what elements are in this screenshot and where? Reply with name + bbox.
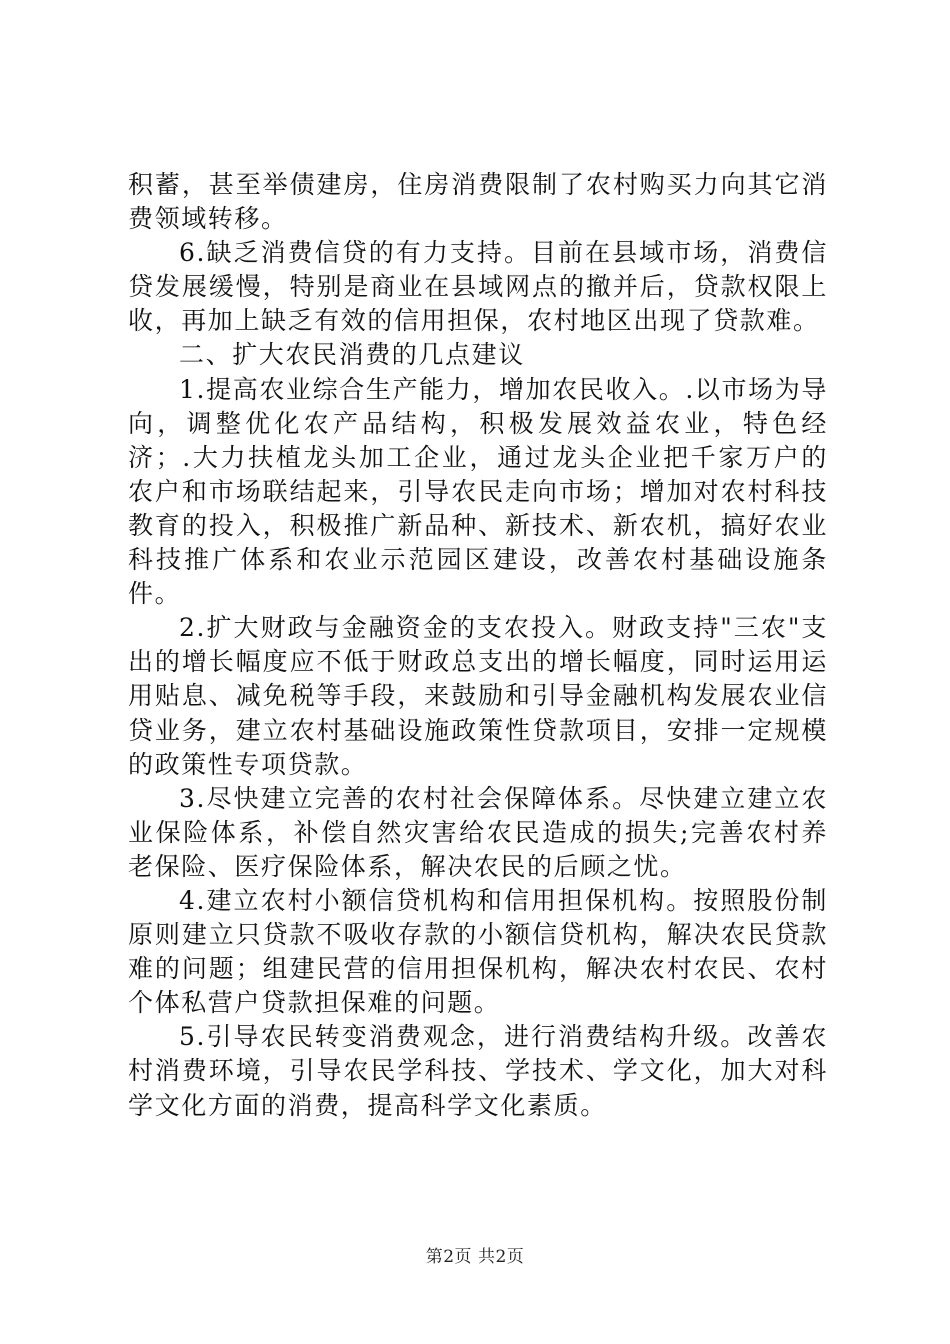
paragraph-3: 1.提高农业综合生产能力，增加农民收入。.以市场为导向，调整优化农产品结构，积极发展效益农业，特色经济；.大力扶植龙头加工企业，通过龙头企业把千家万户的农户和市场联结起来，引导农民走向市场；增加对农村科技教育的投入，积极推广新品种、新技术、新农机，搞好农业科技推广体系和农业示范园区建设，改善农村基础设施条件。	[128, 374, 828, 609]
page-footer: 第2页 共2页	[425, 1247, 525, 1267]
paragraph-7: 5.引导农民转变消费观念，进行消费结构升级。改善农村消费环境，引导农民学科技、学技术、学文化，加大对科学文化方面的消费，提高科学文化素质。	[128, 1022, 828, 1120]
section-heading: 二、扩大农民消费的几点建议	[179, 340, 525, 370]
paragraph-5: 3.尽快建立完善的农村社会保障体系。尽快建立建立农业保险体系，补偿自然灾害给农民造成的损失;完善农村养老保险、医疗保险体系，解决农民的后顾之忧。	[128, 783, 828, 881]
document-body	[128, 168, 828, 1123]
paragraph-2: 6.缺乏消费信贷的有力支持。目前在县域市场，消费信贷发展缓慢，特别是商业在县域网点的撤并后，贷款权限上收，再加上缺乏有效的信用担保，农村地区出现了贷款难。	[128, 238, 828, 336]
paragraph-4: 2.扩大财政与金融资金的支农投入。财政支持"三农"支出的增长幅度应不低于财政总支出的增长幅度，同时运用运用贴息、减免税等手段，来鼓励和引导金融机构发展农业信贷业务，建立农村基础设施政策性贷款项目，安排一定规模的政策性专项贷款。	[128, 613, 828, 779]
paragraph-1: 积蓄，甚至举债建房，住房消费限制了农村购买力向其它消费领域转移。	[128, 170, 828, 234]
paragraph-6: 4.建立农村小额信贷机构和信用担保机构。按照股份制原则建立只贷款不吸收存款的小额信贷机构，解决农民贷款难的问题；组建民营的信用担保机构，解决农村农民、农村个体私营户贷款担保难的问题。	[128, 885, 828, 1018]
